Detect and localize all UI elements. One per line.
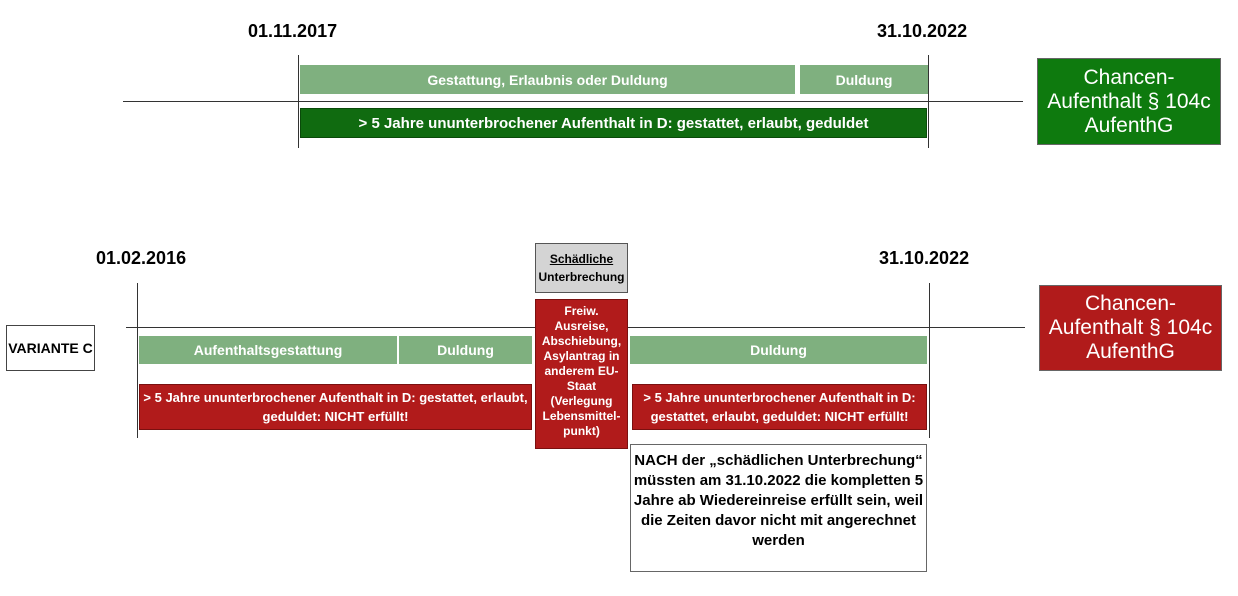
top-end-date: 31.10.2022: [877, 21, 968, 41]
variant-summary-right: > 5 Jahre ununterbrochener Aufenthalt in D: gestattet, erlaubt, geduldet: NICHT erfüllt!: [632, 384, 927, 430]
variant-start-marker: [137, 283, 138, 438]
variant-note: NACH der „schädlichen Unterbrechung“ müssten am 31.10.2022 die kompletten 5 Jahre ab Wiedereinreise erfüllt sein, weil die Zeiten davor nicht mit angerechnet werden: [630, 444, 927, 572]
top-end-marker: [928, 55, 929, 148]
variant-start-date: 01.02.2016: [96, 248, 187, 268]
variant-status-box: Chancen-Aufenthalt § 104c AufenthG: [1039, 285, 1222, 371]
top-summary-bar: > 5 Jahre ununterbrochener Aufenthalt in D: gestattet, erlaubt, geduldet: [300, 108, 927, 138]
interruption-detail: Freiw. Ausreise, Abschiebung, Asylantrag in anderem EU-Staat (Verlegung Lebensmittel-punkt): [535, 299, 628, 449]
top-timeline-axis: [123, 101, 1023, 102]
top-permit-bar: Gestattung, Erlaubnis oder Duldung: [300, 65, 795, 94]
variant-duldung-bar-left: Duldung: [399, 336, 532, 364]
variant-label: VARIANTE C: [6, 325, 95, 371]
variant-end-date: 31.10.2022: [879, 248, 970, 268]
top-duldung-bar: Duldung: [800, 65, 928, 94]
interruption-subtitle: Unterbrechung: [538, 270, 625, 284]
interruption-label: [535, 243, 628, 293]
top-start-date: 01.11.2017: [248, 21, 338, 41]
interruption-title: Schädliche: [549, 252, 614, 266]
variant-end-marker: [929, 283, 930, 438]
top-start-marker: [298, 55, 299, 148]
top-status-box: Chancen-Aufenthalt § 104c AufenthG: [1037, 58, 1221, 145]
variant-duldung-bar-right: Duldung: [630, 336, 927, 364]
variant-gestattung-bar: Aufenthaltsgestattung: [139, 336, 397, 364]
variant-summary-left: > 5 Jahre ununterbrochener Aufenthalt in D: gestattet, erlaubt, geduldet: NICHT erfüllt!: [139, 384, 532, 430]
